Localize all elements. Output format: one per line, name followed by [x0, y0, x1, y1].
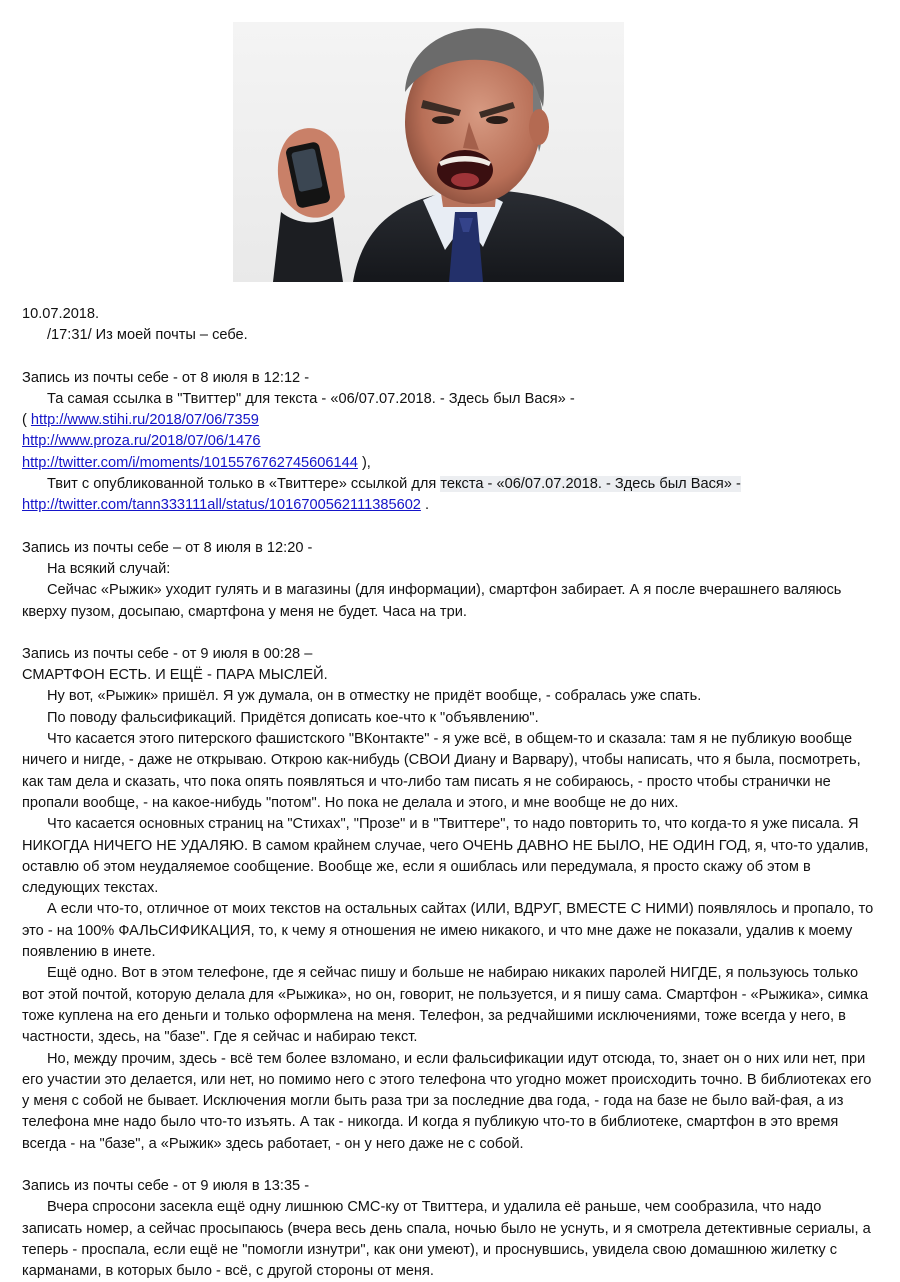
entry-paragraph: На всякий случай:	[47, 560, 171, 577]
text-fragment: Твит с опубликованной только в «Твиттере» ссылкой для	[47, 476, 441, 493]
entry-heading: Запись из почты себе - от 9 июля в 13:35 -	[22, 1177, 310, 1194]
entry-paragraph: Что касается основных страниц на "Стихах", "Прозе" и в "Твиттере", то надо повторить то, что когда-то я уже писала. Я НИКОГДА НИЧЕГО НЕ УДАЛЯЮ. В самом крайнем случае, чего ОЧЕНЬ ДАВНО НЕ БЫЛО, НЕ ОДИН ГОД, я, что-то удалив, оставлю об этом неудаляемое сообщение. Вообще же, если я ошиблась или передумала, я просто скажу об этом в следующих текстах.	[22, 816, 869, 897]
link-tail: .	[420, 497, 430, 514]
link-line	[22, 453, 882, 474]
entry-heading: Запись из почты себе – от 8 июля в 12:20 -	[22, 539, 313, 556]
document-subtitle: /17:31/ Из моей почты – себе.	[47, 327, 248, 344]
link-twitter-moments[interactable]: http://twitter.com/i/moments/1015576762745606144	[22, 454, 358, 471]
entry-paragraph: Ну вот, «Рыжик» пришёл. Я уж думала, он в отместку не придёт вообще, - собралась уже спать.	[47, 688, 702, 705]
link-twitter-status[interactable]: http://twitter.com/tann333111all/status/1016700562111385602	[22, 497, 421, 514]
link-line	[22, 410, 882, 431]
link-proza[interactable]: http://www.proza.ru/2018/07/06/1476	[22, 433, 261, 450]
entry-paragraph: Что касается этого питерского фашистского "ВКонтакте" - я уже всё, в общем-то и сказала: там я не публикую вообще ничего и нигде, - даже не открываю. Открою как-нибудь (СВОИ Диану и Варвару), чтобы написать, что я была, посмотреть, как там дела и сказать, что пока опять появляться и что-либо там писать я не собираюсь, - просто чтобы странички не пропали вообще, - на какое-нибудь "потом". Но пока не делала и этого, и мне вообще не до них.	[22, 731, 861, 811]
entry-heading: Запись из почты себе - от 8 июля в 12:12 -	[22, 369, 310, 386]
entry-paragraph: Но, между прочим, здесь - всё тем более взломано, и если фальсификации идут отсюда, то, знает он о них или нет, при его участии это делается, или нет, но помимо него с этого телефона что угодно может происходить точно. В библиотеках его у меня с собой не бывает. Исключения могли быть раза три за последние два года, - года на базе не было вай-фая, а из телефона мне надо было что-то изъять. А так - никогда. И когда я публикую что-то в библиотеке, смартфон в это время всегда - на "базе", а «Рыжик» здесь работает, - он у него даже не с собой.	[22, 1050, 872, 1152]
entry-paragraph: По поводу фальсификаций. Придётся дописать кое-что к "объявлению".	[47, 709, 539, 726]
entry-paragraph: Сейчас «Рыжик» уходит гулять и в магазины (для информации), смартфон забирает. А я после вчерашнего валяюсь кверху пузом, досыпаю, смартфона у меня не будет. Часа на три.	[22, 582, 842, 620]
link-line	[22, 495, 882, 516]
document-body	[22, 304, 882, 1282]
paren-open: (	[22, 412, 31, 429]
paren-close: ),	[357, 454, 371, 471]
entry-paragraph: А если что-то, отличное от моих текстов на остальных сайтах (ИЛИ, ВДРУГ, ВМЕСТЕ С НИМИ) появлялось и пропало, то это - на 100% ФАЛЬСИФИКАЦИЯ, то, к чему я отношения не имею никакого, и что мне даже не показали, удалив к моему появлению в инете.	[22, 901, 874, 961]
entry-paragraph: Вчера спросони засекла ещё одну лишнюю СМС-ку от Твиттера, и удалила её раньше, чем сообразила, что надо записать номер, а сейчас просыпаюсь (вчера весь день спала, ночью было не уснуть, и я смотрела детективные сериалы, а теперь - проспала, если ещё не "помогли изнутри", как они умеют), и проснувшись, увидела свою домашнюю жилетку с карманами, в которых было - всё, с другой стороны от меня.	[22, 1199, 871, 1280]
photo-angry-man-with-phone	[233, 22, 624, 282]
highlighted-text: текста - «06/07.07.2018. - Здесь был Вася» -	[440, 476, 741, 493]
entry-paragraph: Ещё одно. Вот в этом телефоне, где я сейчас пишу и больше не набираю никаких паролей НИГДЕ, я пользуюсь только вот этой почтой, которую делала для «Рыжика», но он, говорит, не пользуется, и я пишу сама. Смартфон - «Рыжика», симка тоже куплена на его деньги и только оформлена на меня. Телефон, за редчайшими исключениями, тоже всегда у него, в частности, здесь, на "базе". Где я сейчас и набираю текст.	[22, 965, 869, 1046]
photo-illustration	[233, 22, 624, 282]
entry-paragraph	[22, 474, 882, 495]
entry-heading: Запись из почты себе - от 9 июля в 00:28 –	[22, 645, 313, 662]
entry-paragraph: Та самая ссылка в "Твиттер" для текста - «06/07.07.2018. - Здесь был Вася» -	[47, 390, 575, 407]
document-date: 10.07.2018.	[22, 306, 100, 322]
link-line	[22, 431, 882, 452]
entry-subheading: СМАРТФОН ЕСТЬ. И ЕЩЁ - ПАРА МЫСЛЕЙ.	[22, 667, 328, 684]
link-stihi[interactable]: http://www.stihi.ru/2018/07/06/7359	[30, 412, 259, 429]
